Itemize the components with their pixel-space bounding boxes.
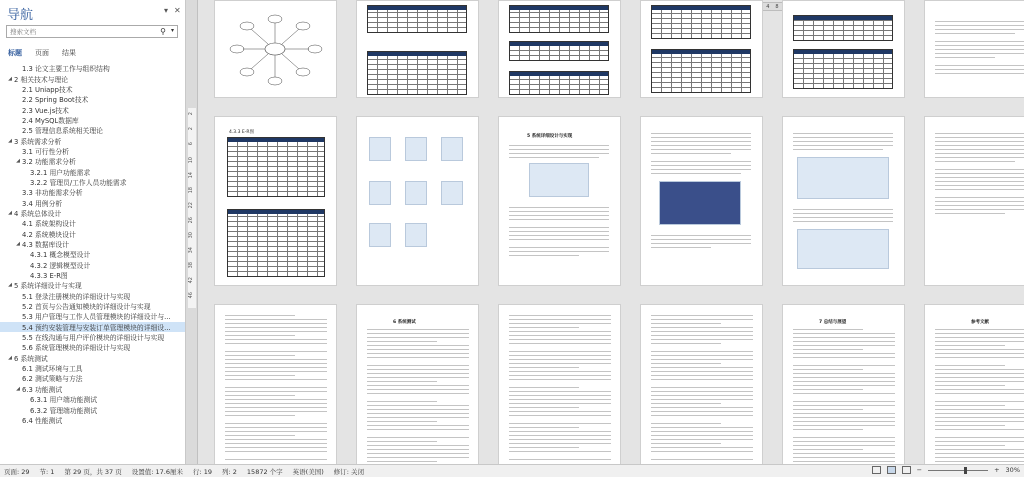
read-mode-icon[interactable]	[872, 466, 881, 474]
heading-list	[0, 63, 185, 425]
status-page[interactable]: 页面: 29	[4, 468, 30, 476]
page-thumbnail[interactable]	[356, 304, 479, 464]
nav-title: 导航	[7, 8, 34, 23]
heading-item[interactable]	[0, 94, 185, 104]
page-thumbnail[interactable]	[214, 0, 337, 98]
heading-item[interactable]	[0, 353, 185, 363]
zoom-out-icon[interactable]: −	[916, 466, 923, 474]
heading-item[interactable]	[0, 342, 185, 352]
ruler-mark: 2	[188, 112, 194, 116]
heading-item[interactable]	[0, 156, 185, 166]
heading-item[interactable]	[0, 229, 185, 239]
chapter-heading: 7 总结与展望	[819, 320, 847, 325]
heading-item[interactable]	[0, 363, 185, 373]
heading-label: 2.1 Uniapp技术	[22, 85, 73, 94]
heading-item[interactable]	[0, 249, 185, 259]
chapter-heading: 6 系统测试	[393, 320, 416, 325]
page-thumbnail[interactable]	[498, 304, 621, 464]
page-thumbnail[interactable]	[924, 116, 1024, 286]
heading-item[interactable]	[0, 146, 185, 156]
heading-label: 6.3 功能测试	[22, 385, 63, 394]
heading-item[interactable]	[0, 373, 185, 383]
chevron-down-icon[interactable]: ▾	[170, 27, 174, 34]
heading-label: 3.4 用例分析	[22, 199, 63, 208]
heading-label: 4.3.1 概念模型设计	[30, 251, 91, 260]
status-track-changes[interactable]: 修订: 关闭	[333, 468, 365, 476]
page-thumbnail[interactable]	[214, 116, 337, 286]
status-position[interactable]: 设置值: 17.6厘米	[131, 468, 183, 476]
heading-item[interactable]	[0, 311, 185, 321]
heading-item[interactable]	[0, 187, 185, 197]
page-thumbnail[interactable]	[924, 304, 1024, 464]
status-column[interactable]: 列: 2	[222, 468, 237, 476]
heading-label: 5.5 在线沟通与用户评价模块的详细设计与实现	[22, 334, 165, 343]
heading-label: 2.3 Vue.js技术	[22, 106, 69, 115]
page-thumbnail[interactable]	[640, 0, 763, 98]
zoom-level[interactable]: 30%	[1005, 466, 1020, 474]
status-line[interactable]: 行: 19	[192, 468, 213, 476]
ruler-mark: 30	[188, 232, 194, 239]
heading-label: 6.3.1 用户端功能测试	[30, 396, 98, 405]
zoom-slider[interactable]	[928, 470, 988, 471]
page-thumbnail[interactable]	[356, 116, 479, 286]
search-icon[interactable]: ⚲	[160, 27, 166, 36]
heading-item[interactable]	[0, 384, 185, 394]
page-thumbnail[interactable]	[782, 0, 905, 98]
heading-item[interactable]	[0, 239, 185, 249]
heading-item[interactable]	[0, 404, 185, 414]
table-image	[509, 41, 609, 61]
table-image	[227, 137, 325, 197]
page-thumbnail[interactable]	[640, 116, 763, 286]
document-area[interactable]	[198, 0, 1024, 464]
status-page-of[interactable]: 第 29 页，共 37 页	[64, 468, 122, 476]
close-icon[interactable]: ✕	[174, 6, 181, 15]
collapse-triangle-icon[interactable]: ◢	[8, 282, 12, 289]
heading-label: 6 系统测试	[14, 354, 48, 363]
chapter-heading: 参考文献	[971, 320, 989, 325]
status-word-count[interactable]: 15872 个字	[246, 468, 283, 476]
ruler-mark: 14	[188, 172, 194, 179]
heading-item[interactable]	[0, 291, 185, 301]
heading-item[interactable]	[0, 125, 185, 135]
ruler-mark: 8	[775, 3, 779, 10]
table-image	[793, 49, 893, 89]
heading-item[interactable]	[0, 270, 185, 280]
heading-label: 5.1 登录注册模块的详细设计与实现	[22, 292, 131, 301]
page-thumbnail[interactable]	[924, 0, 1024, 98]
heading-item[interactable]	[0, 135, 185, 145]
table-image	[509, 5, 609, 33]
heading-item[interactable]	[0, 415, 185, 425]
table-image	[367, 51, 467, 95]
heading-label: 6.3.2 管理端功能测试	[30, 406, 98, 415]
table-image	[227, 209, 325, 277]
chapter-heading: 5 系统详细设计与实现	[527, 134, 573, 139]
page-thumbnail[interactable]	[782, 116, 905, 286]
ruler-mark: 38	[188, 262, 194, 269]
ruler-mark: 22	[188, 202, 194, 209]
heading-item[interactable]	[0, 197, 185, 207]
heading-label: 6.2 测试策略与方法	[22, 375, 83, 384]
page-thumbnail[interactable]	[356, 0, 479, 98]
heading-label: 5.2 首页与公告通知模块的详细设计与实现	[22, 303, 151, 312]
heading-label: 2.5 管理信息系统相关理论	[22, 127, 103, 136]
heading-label: 3.2.2 管理员/工作人员功能需求	[30, 178, 127, 187]
page-thumbnail[interactable]	[782, 304, 905, 464]
ruler-mark: 10	[188, 157, 194, 164]
collapse-triangle-icon[interactable]: ◢	[8, 209, 12, 216]
heading-label: 6.1 测试环境与工具	[22, 365, 83, 374]
heading-label: 5 系统详细设计与实现	[14, 282, 82, 291]
tab-2[interactable]: 结果	[62, 49, 76, 57]
heading-label: 6.4 性能测试	[22, 416, 63, 425]
nav-options-icon[interactable]: ▾	[164, 6, 169, 15]
heading-label: 2.2 Spring Boot技术	[22, 96, 89, 105]
collapse-triangle-icon[interactable]: ◢	[8, 354, 12, 361]
heading-label: 4.3.2 逻辑模型设计	[30, 261, 91, 270]
status-language[interactable]: 英语(美国)	[292, 468, 324, 476]
page-thumbnail[interactable]	[498, 116, 621, 286]
heading-label: 4.3.3 E-R图	[30, 272, 68, 281]
er-diagram	[215, 1, 337, 98]
heading-label: 2 相关技术与理论	[14, 75, 69, 84]
heading-item[interactable]	[0, 301, 185, 311]
ruler-mark: 4	[766, 3, 770, 10]
status-section[interactable]: 节: 1	[39, 468, 55, 476]
ruler-mark: 42	[188, 277, 194, 284]
heading-label: 4 系统总体设计	[14, 209, 62, 218]
table-image	[509, 71, 609, 95]
heading-label: 4.3 数据库设计	[22, 241, 69, 250]
heading-item[interactable]	[0, 63, 185, 73]
collapse-triangle-icon[interactable]: ◢	[16, 241, 20, 248]
page-thumbnail[interactable]	[640, 304, 763, 464]
heading-label: 5.6 系统管理模块的详细设计与实现	[22, 344, 131, 353]
heading-item[interactable]	[0, 208, 185, 218]
web-layout-icon[interactable]	[902, 466, 911, 474]
heading-label: 4.1 系统架构设计	[22, 220, 76, 229]
ruler-mark: 18	[188, 187, 194, 194]
page-heading: 4.3.3 E-R图	[229, 130, 254, 135]
tab-0[interactable]: 标题	[8, 49, 22, 57]
ruler-mark: 2	[188, 127, 194, 131]
table-image	[367, 5, 467, 33]
page-thumbnail[interactable]	[498, 0, 621, 98]
table-image	[651, 49, 751, 93]
tab-1[interactable]: 页面	[35, 49, 49, 57]
heading-label: 5.4 预约安装管理与安装订单管理模块的详细设...	[22, 323, 171, 332]
heading-item[interactable]	[0, 84, 185, 94]
ruler-mark: 26	[188, 217, 194, 224]
collapse-triangle-icon[interactable]: ◢	[8, 137, 12, 144]
zoom-in-icon[interactable]: +	[994, 466, 1000, 474]
heading-item[interactable]	[0, 73, 185, 83]
zoom-slider-knob[interactable]	[964, 467, 967, 474]
heading-label: 5.3 用户管理与工作人员管理模块的详细设计与...	[22, 313, 171, 322]
nav-search-box[interactable]	[6, 25, 178, 38]
vertical-ruler[interactable]	[186, 0, 198, 464]
heading-label: 1.3 论文主要工作与组织结构	[22, 65, 110, 74]
heading-item[interactable]	[0, 177, 185, 187]
heading-item[interactable]	[0, 280, 185, 290]
heading-item[interactable]	[0, 394, 185, 404]
navigation-pane	[0, 0, 186, 464]
heading-item[interactable]	[0, 260, 185, 270]
heading-item[interactable]	[0, 218, 185, 228]
collapse-triangle-icon[interactable]: ◢	[16, 158, 20, 165]
ruler-mark: 46	[188, 292, 194, 299]
table-image	[793, 15, 893, 41]
print-layout-icon[interactable]	[887, 466, 896, 474]
ruler-mark: 34	[188, 247, 194, 254]
page-thumbnail[interactable]	[214, 304, 337, 464]
heading-item[interactable]	[0, 332, 185, 342]
heading-label: 3 系统需求分析	[14, 137, 62, 146]
heading-label: 2.4 MySQL数据库	[22, 116, 79, 125]
heading-label: 3.1 可行性分析	[22, 147, 69, 156]
heading-label: 3.2.1 用户功能需求	[30, 168, 91, 177]
heading-label: 3.3 非功能需求分析	[22, 189, 83, 198]
ruler-mark: 6	[188, 142, 194, 146]
status-bar	[0, 464, 1024, 477]
heading-item[interactable]	[0, 166, 185, 176]
table-image	[651, 5, 751, 39]
collapse-triangle-icon[interactable]: ◢	[16, 385, 20, 392]
heading-label: 3.2 功能需求分析	[22, 158, 76, 167]
search-input[interactable]	[7, 26, 147, 37]
heading-item[interactable]	[0, 115, 185, 125]
collapse-triangle-icon[interactable]: ◢	[8, 75, 12, 82]
heading-item[interactable]	[0, 104, 185, 114]
nav-tabs	[8, 48, 76, 58]
heading-item[interactable]	[0, 322, 185, 332]
heading-label: 4.2 系统模块设计	[22, 230, 76, 239]
